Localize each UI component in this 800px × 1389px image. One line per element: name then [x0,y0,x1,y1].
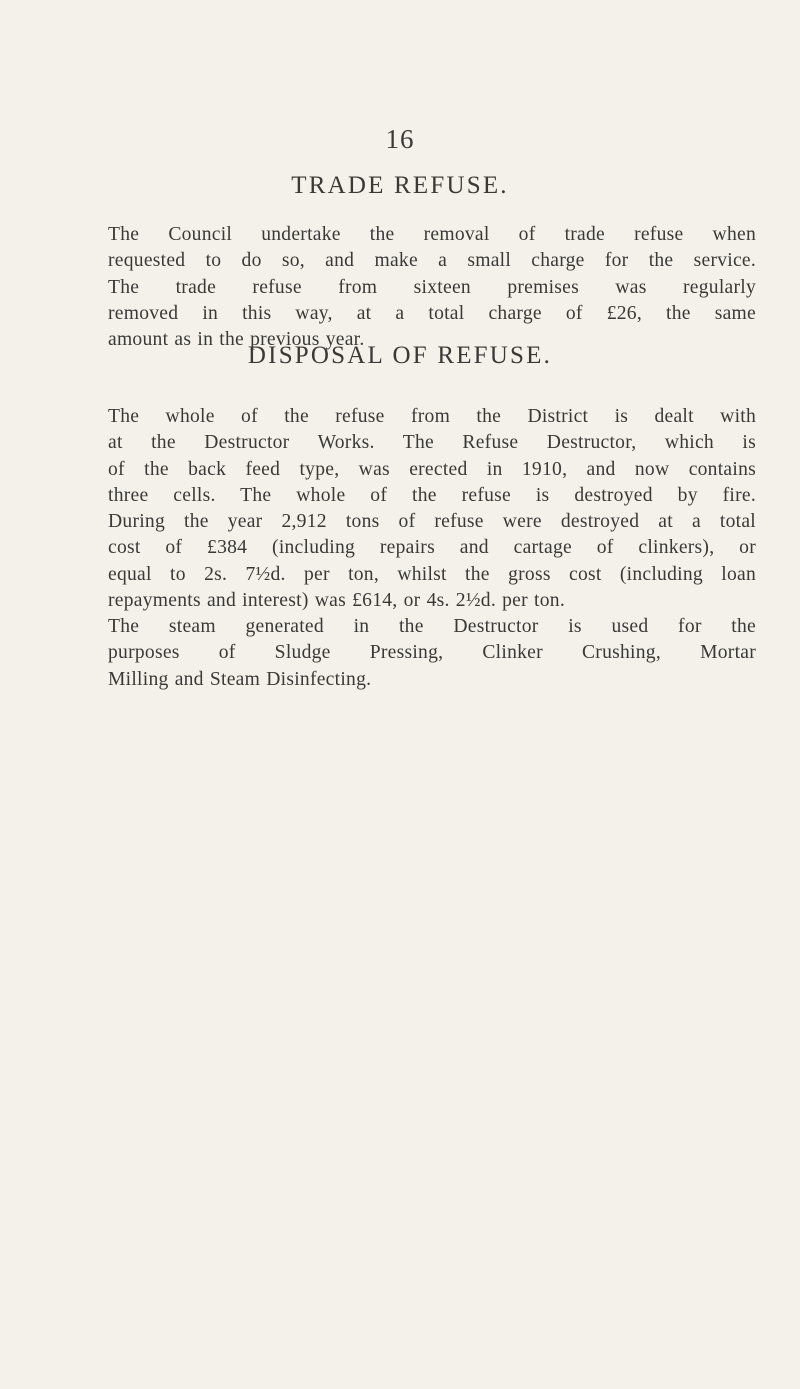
text-line: repayments and interest) was £614, or 4s. 2½d. per ton. [108,590,565,612]
section-heading-disposal-of-refuse: DISPOSAL OF REFUSE. [247,342,553,369]
text-line: cost of £384 (including repairs and cartage of clinkers), or [108,537,756,559]
text-line: three cells. The whole of the refuse is destroyed by fire. [108,484,756,506]
text-line: Milling and Steam Disinfecting. [108,668,372,690]
text-line: amount as in the previous year. [108,329,365,351]
paragraph-destructor-works [108,404,756,614]
text-line: equal to 2s. 7½d. per ton, whilst the gross cost (including loan [108,563,756,585]
paragraph-trade-refuse [108,222,756,353]
text-line: removed in this way, at a total charge of £26, the same [108,302,756,324]
text-line: at the Destructor Works. The Refuse Destructor, which is [108,432,756,454]
text-line: The steam generated in the Destructor is used for the [108,616,756,637]
section-heading-trade-refuse: TRADE REFUSE. [291,172,509,199]
text-line: requested to do so, and make a small charge for the service. [108,250,756,272]
text-line: During the year 2,912 tons of refuse were destroyed at a total [108,511,756,533]
text-line: purposes of Sludge Pressing, Clinker Crushing, Mortar [108,642,756,664]
page-number: 16 [385,124,415,154]
text-line: of the back feed type, was erected in 1910, and now contains [108,458,756,480]
text-line: The Council undertake the removal of trade refuse when [108,224,756,245]
text-line: The trade refuse from sixteen premises was regularly [108,276,756,298]
paragraph-steam-usage [108,614,756,693]
text-line: The whole of the refuse from the District is dealt with [108,406,756,427]
